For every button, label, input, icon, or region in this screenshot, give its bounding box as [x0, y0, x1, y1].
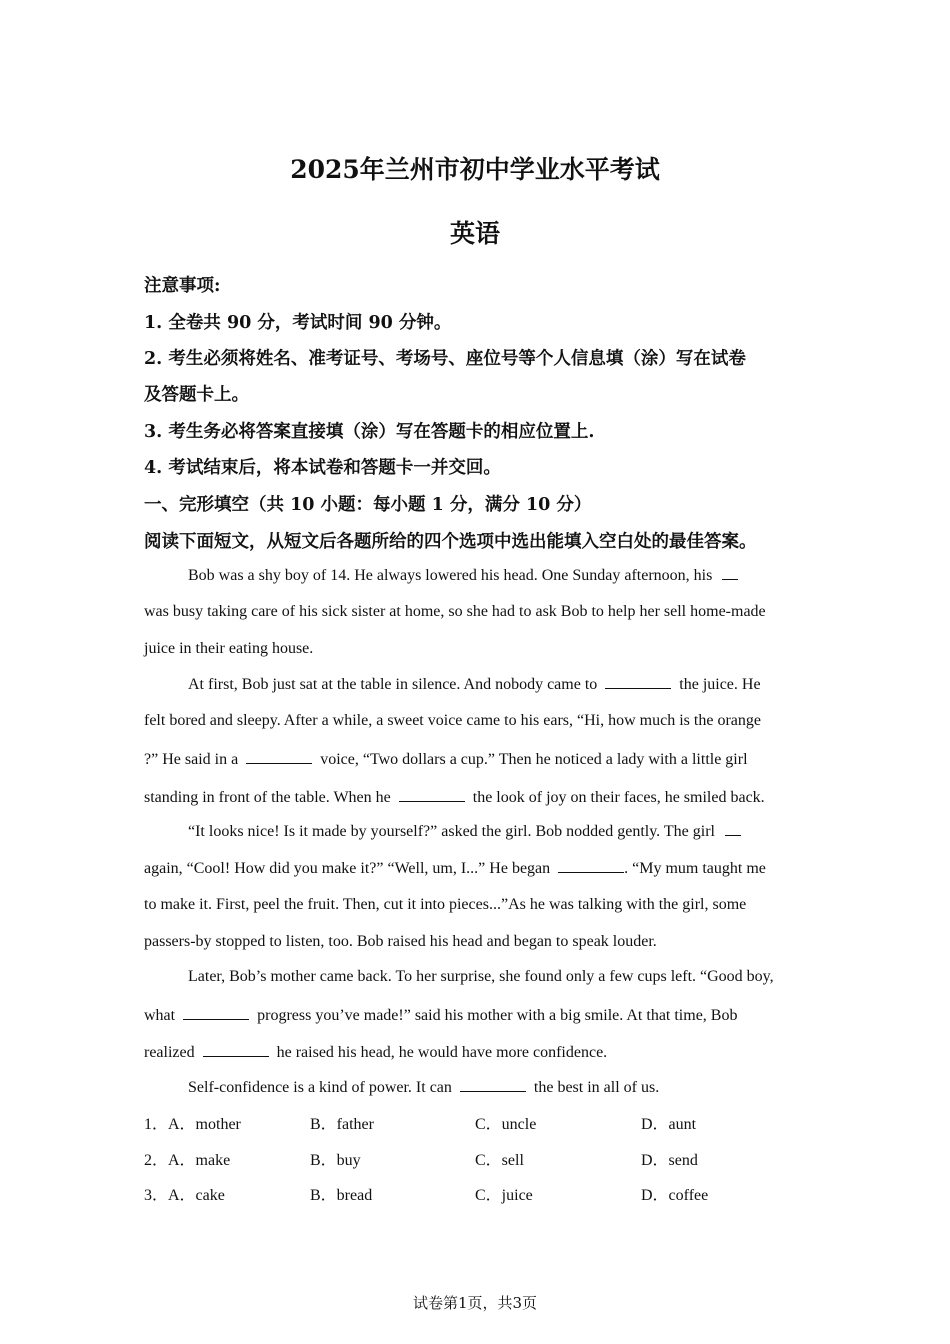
passage-text: . “My mum taught me [624, 860, 766, 877]
page-footer: 试卷第1页，共3页 [412, 1294, 538, 1312]
passage-text: what [144, 1007, 176, 1024]
exam-title: 2025年兰州市初中学业水平考试 [290, 155, 660, 184]
answer-blank [725, 821, 741, 836]
notice-item: 3. 考生务必将答案直接填（涂）写在答题卡的相应位置上. [144, 422, 595, 442]
answer-blank [558, 858, 624, 873]
passage-text: voice, “Two dollars a cup.” Then he noticed a lady with a little girl [320, 751, 748, 768]
passage-text: the look of joy on their faces, he smiled back. [472, 789, 765, 806]
answer-blank [460, 1077, 526, 1092]
answer-blank [203, 1042, 269, 1057]
notice-item: 4. 考试结束后，将本试卷和答题卡一并交回。 [144, 458, 501, 478]
answer-blank [246, 749, 312, 764]
answer-blank [183, 1005, 249, 1020]
passage-line: to make it. First, peel the fruit. Then, cut it into pieces...”As he was talking with the girl, some [144, 896, 747, 913]
notice-item: 1. 全卷共 90 分，考试时间 90 分钟。 [144, 313, 452, 333]
answer-blank [722, 565, 738, 580]
question-number: 1． [144, 1116, 169, 1133]
notice-heading: 注意事项: [144, 276, 221, 296]
subject-title: 英语 [449, 219, 500, 248]
notice-item: 2. 考生必须将姓名、准考证号、考场号、座位号等个人信息填（涂）写在试卷 [144, 349, 746, 369]
option-b[interactable]: B．bread [310, 1187, 373, 1204]
option-c[interactable]: C．uncle [475, 1116, 537, 1133]
passage-line [188, 1077, 853, 1097]
passage-text: At first, Bob just sat at the table in silence. And nobody came to [188, 676, 598, 693]
option-a[interactable]: A．cake [168, 1187, 225, 1204]
passage-line [188, 821, 853, 841]
option-b[interactable]: B．buy [310, 1152, 361, 1169]
option-a[interactable]: A．mother [168, 1116, 241, 1133]
passage-line [144, 1042, 809, 1062]
passage-text: Bob was a shy boy of 14. He always lowered his head. One Sunday afternoon, his [188, 567, 713, 584]
passage-line [144, 749, 809, 769]
passage-line [144, 787, 809, 807]
section-heading: 一、完形填空（共 10 小题：每小题 1 分，满分 10 分） [144, 495, 592, 515]
option-a[interactable]: A．make [168, 1152, 231, 1169]
passage-text: again, “Cool! How did you make it?” “Well, um, I...” He began [144, 860, 551, 877]
option-d[interactable]: D．send [641, 1152, 698, 1169]
passage-text: he raised his head, he would have more confidence. [276, 1044, 608, 1061]
section-instruction: 阅读下面短文，从短文后各题所给的四个选项中选出能填入空白处的最佳答案。 [144, 532, 757, 552]
passage-line: felt bored and sleepy. After a while, a sweet voice came to his ears, “Hi, how much is the orange [144, 712, 761, 729]
passage-line [144, 858, 809, 878]
option-b[interactable]: B．father [310, 1116, 374, 1133]
option-c[interactable]: C．juice [475, 1187, 533, 1204]
passage-text: realized [144, 1044, 195, 1061]
notice-item: 及答题卡上。 [144, 385, 249, 405]
answer-blank [605, 674, 671, 689]
passage-text: ?” He said in a [144, 751, 239, 768]
option-d[interactable]: D．coffee [641, 1187, 709, 1204]
passage-line: juice in their eating house. [144, 640, 314, 657]
question-number: 2． [144, 1152, 169, 1169]
passage-line [144, 1005, 809, 1025]
passage-line: Later, Bob’s mother came back. To her surprise, she found only a few cups left. “Good boy, [188, 968, 774, 985]
passage-text: the best in all of us. [533, 1079, 660, 1096]
answer-blank [399, 787, 465, 802]
passage-text: “It looks nice! Is it made by yourself?” asked the girl. Bob nodded gently. The girl [188, 823, 715, 840]
passage-text: standing in front of the table. When he [144, 789, 391, 806]
option-d[interactable]: D．aunt [641, 1116, 697, 1133]
passage-text: progress you’ve made!” said his mother with a big smile. At that time, Bob [257, 1007, 738, 1024]
passage-text: Self-confidence is a kind of power. It can [188, 1079, 452, 1096]
passage-line: was busy taking care of his sick sister at home, so she had to ask Bob to help her sell home-made [144, 603, 766, 620]
option-c[interactable]: C．sell [475, 1152, 524, 1169]
question-number: 3． [144, 1187, 169, 1204]
passage-line [188, 565, 853, 585]
passage-text: the juice. He [679, 676, 761, 693]
passage-line: passers-by stopped to listen, too. Bob raised his head and began to speak louder. [144, 933, 657, 950]
passage-line [188, 674, 853, 694]
